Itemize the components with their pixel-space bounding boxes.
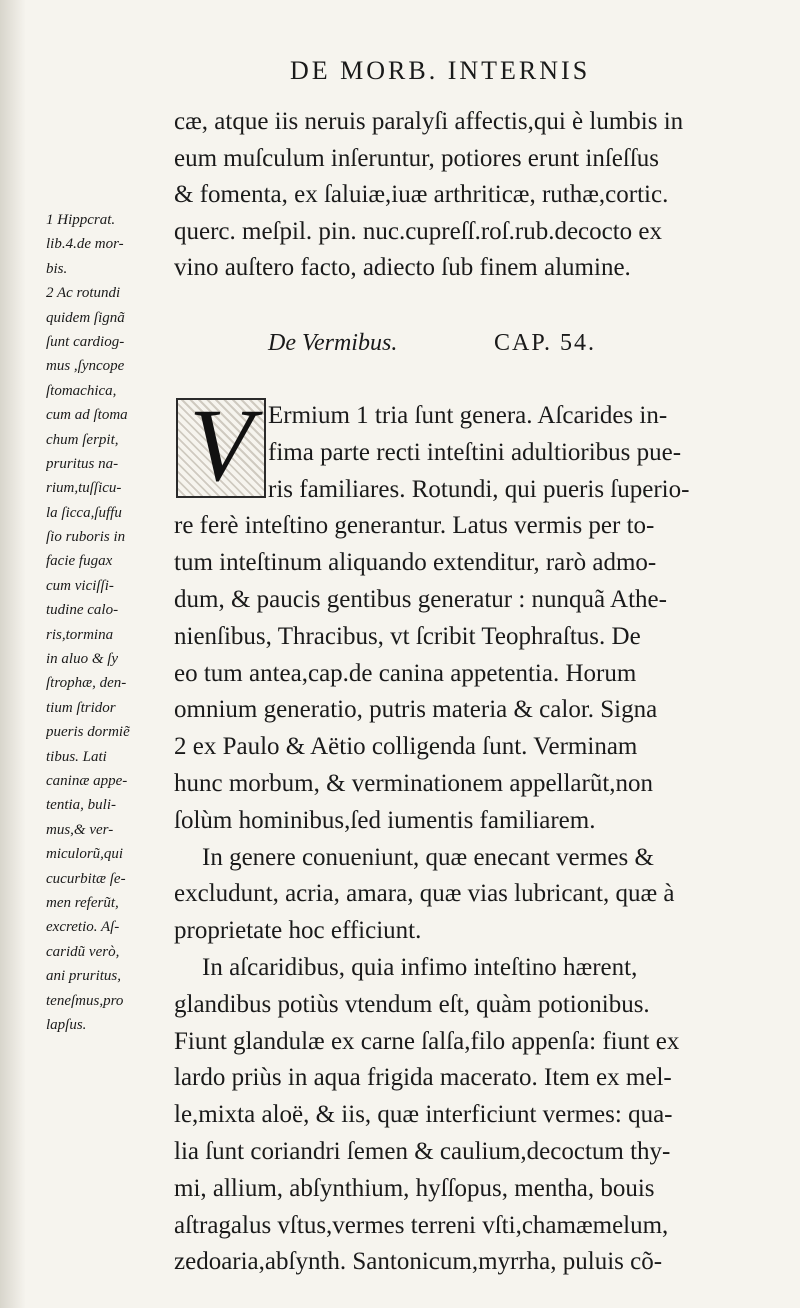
text-line: cæ, atque iis neruis paralyſi affectis,qui è lumbis in xyxy=(174,108,684,135)
marginal-notes xyxy=(46,208,174,1037)
text-line: eum muſculum inſeruntur, potiores erunt inſeſſus xyxy=(174,144,660,172)
margin-note-line: ani pruritus, xyxy=(46,968,122,985)
margin-note-line: in aluo & ſy xyxy=(46,651,119,668)
margin-note-line: cucurbitæ ſe- xyxy=(46,870,126,887)
margin-note-line: ſtrophæ, den- xyxy=(46,675,127,692)
margin-note-line: mus,& ver- xyxy=(46,821,114,838)
chapter-heading xyxy=(268,330,668,357)
margin-note-line: la ſicca,ſuffu xyxy=(46,504,122,521)
margin-note-line: cum viciſſi- xyxy=(46,577,114,594)
text-line: ſolùm hominibus,ſed iumentis familiarem. xyxy=(174,806,596,834)
text-line: vino auſtero facto, adiecto ſub finem alumine. xyxy=(174,254,631,282)
text-line: tum inteſtinum aliquando extenditur, rarò admo- xyxy=(174,549,657,577)
text-line: zedoaria,abſynth. Santonicum,myrrha, puluis cõ- xyxy=(174,1248,663,1276)
text-line: glandibus potiùs vtendum eſt, quàm potionibus. xyxy=(174,990,650,1018)
text-line: mi, allium, abſynthium, hyſſopus, mentha, bouis xyxy=(174,1174,655,1202)
margin-note-line: rium,tuſſicu- xyxy=(46,480,122,497)
margin-note-line: tibus. Lati xyxy=(46,748,107,765)
margin-note-line: quidem ſignã xyxy=(46,309,125,326)
margin-note-line: caridũ verò, xyxy=(46,943,120,960)
text-line: ris familiares. Rotundi, qui pueris ſuperio- xyxy=(268,475,690,503)
margin-note-line: cum ad ſtoma xyxy=(46,407,128,424)
text-line: nienſibus, Thracibus, vt ſcribit Teophraſtus. De xyxy=(174,622,641,650)
margin-note-line: 2 Ac rotundi xyxy=(46,285,121,302)
text-line: 2 ex Paulo & Aëtio colligenda ſunt. Verminam xyxy=(174,733,638,761)
text-line: lia ſunt coriandri ſemen & caulium,decoctum thy- xyxy=(174,1137,671,1165)
text-line: re ferè inteſtino generantur. Latus vermis per to- xyxy=(174,512,655,540)
margin-note-line: miculorũ,qui xyxy=(46,846,124,863)
margin-note-line: lapſus. xyxy=(46,1016,87,1033)
text-line: aſtragalus vſtus,vermes terreni vſti,chamæmelum, xyxy=(174,1211,669,1239)
margin-note-line: mus ,ſyncope xyxy=(46,358,125,375)
text-line: lardo priùs in aqua frigida macerato. Item ex mel- xyxy=(174,1064,672,1092)
page-gutter-shadow xyxy=(0,0,26,1308)
margin-note-line: teneſmus,pro xyxy=(46,992,124,1009)
margin-note-line: facie fugax xyxy=(46,553,113,570)
text-line: In genere conueniunt, quæ enecant vermes & xyxy=(202,843,654,871)
margin-note-line: ſio ruboris in xyxy=(46,529,126,546)
text-line: hunc morbum, & verminationem appellarũt,non xyxy=(174,769,654,797)
text-line: Fiunt glandulæ ex carne ſalſa,filo appenſa: fiunt ex xyxy=(174,1027,680,1055)
margin-note-line: ris,tormina xyxy=(46,626,114,643)
margin-note-line: tudine calo- xyxy=(46,602,119,619)
margin-note-line: 1 Hippcrat. xyxy=(46,212,116,228)
drop-cap-letter: V xyxy=(189,388,253,503)
text-line: omnium generatio, putris materia & calor. Signa xyxy=(174,696,658,724)
margin-note-line: chum ſerpit, xyxy=(46,431,119,448)
margin-note-line: men referũt, xyxy=(46,894,119,911)
text-line: eo tum antea,cap.de canina appetentia. Horum xyxy=(174,659,637,687)
margin-note-line: ſunt cardiog- xyxy=(46,333,125,350)
text-line: excludunt, acria, amara, quæ vias lubricant, quæ à xyxy=(174,880,675,908)
margin-note-line: tium ſtridor xyxy=(46,699,116,716)
text-line: & fomenta, ex ſaluiæ,iuæ arthriticæ, ruthæ,cortic. xyxy=(174,181,669,209)
text-line: fima parte recti inteſtini adultioribus pue- xyxy=(268,438,682,466)
margin-note-line: pueris dormiẽ xyxy=(46,724,130,741)
text-line: proprietate hoc efficiunt. xyxy=(174,917,422,945)
top-paragraph xyxy=(174,104,766,287)
text-line: dum, & paucis gentibus generatur : nunquã Athe- xyxy=(174,585,667,613)
running-header: DE MORB. INTERNIS xyxy=(290,56,591,85)
text-line: Ermium 1 tria ſunt genera. Aſcarides in- xyxy=(268,402,668,429)
chapter-body xyxy=(174,398,766,1281)
margin-note-line: lib.4.de mor- xyxy=(46,236,124,253)
margin-note-line: bis. xyxy=(46,260,68,277)
margin-note-line: pruritus na- xyxy=(46,455,119,472)
margin-note-line: ſtomachica, xyxy=(46,382,117,399)
text-line: In aſcaridibus, quia infimo inteſtino hærent, xyxy=(202,953,638,981)
text-line: le,mixta aloë, & iis, quæ interficiunt vermes: qua- xyxy=(174,1101,673,1129)
text-line: querc. meſpil. pin. nuc.cupreſſ.roſ.rub.decocto ex xyxy=(174,217,663,245)
margin-note-line: caninæ appe- xyxy=(46,772,128,789)
chapter-title: De Vermibus. xyxy=(268,330,398,356)
chapter-number: CAP. 54. xyxy=(494,330,597,356)
margin-note-line: tentia, buli- xyxy=(46,797,116,814)
margin-note-line: excretio. Aſ- xyxy=(46,919,120,936)
